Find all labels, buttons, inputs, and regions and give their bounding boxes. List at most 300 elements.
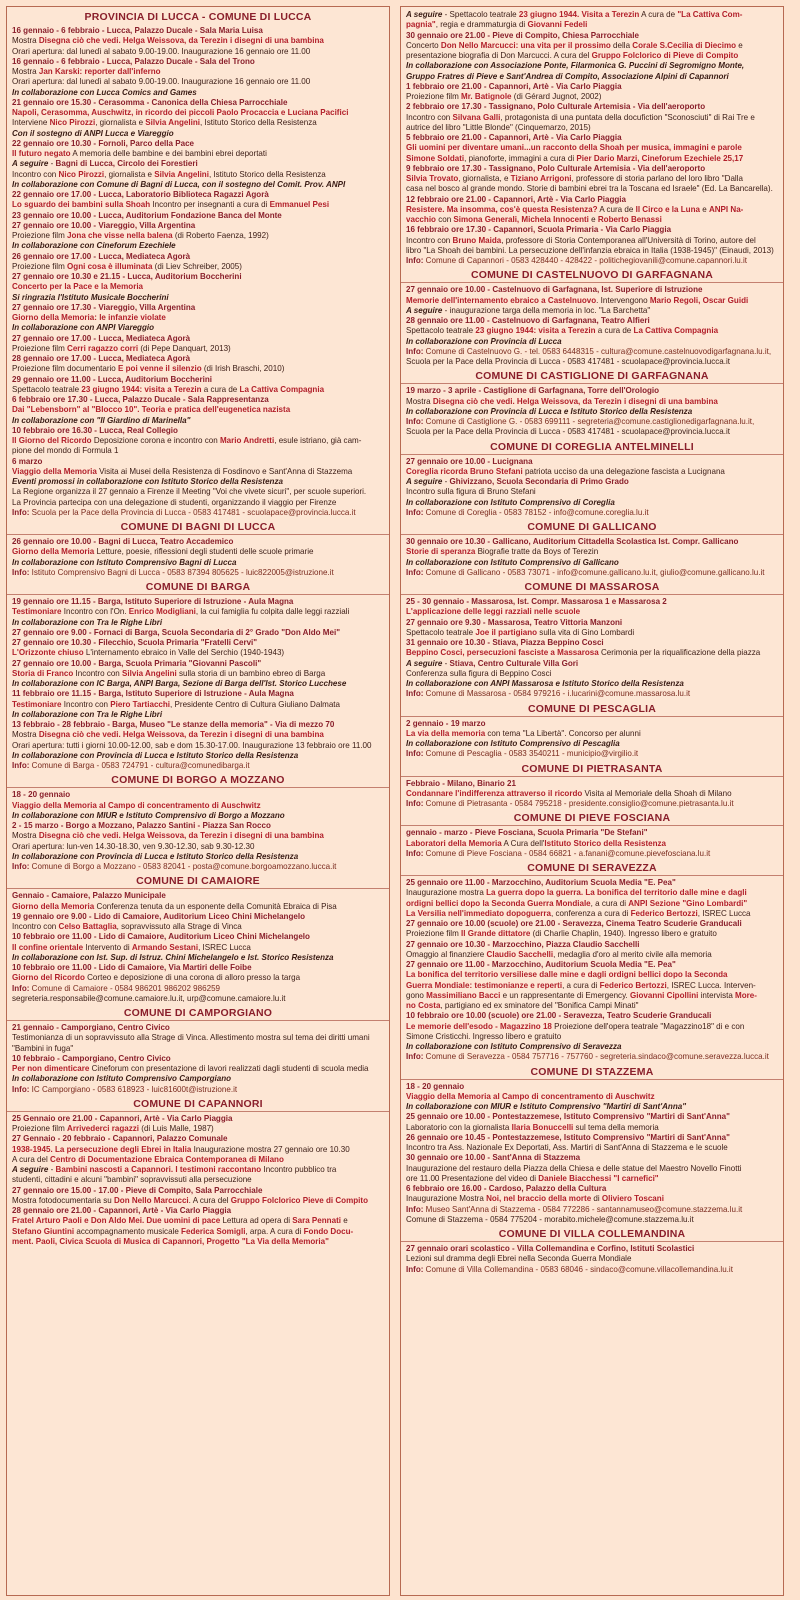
body-text: Incontro sulla figura di Bruno Stefani (406, 487, 536, 497)
highlighted-text: Testimoniare (12, 607, 62, 617)
text-line (12, 457, 384, 467)
info-text: Comune di Coreglia - 0583 78152 - info@comune.coreglia.lu.it (423, 507, 649, 517)
text-line (12, 139, 384, 149)
text-line (12, 1145, 384, 1155)
body-text: Intervento di (83, 942, 132, 952)
event-heading: 23 gennaio ore 10.00 - Lucca, Auditorium Fondazione Banca del Monte (12, 210, 282, 220)
text-line (406, 628, 778, 638)
collaboration-note: In collaborazione con Associazione Ponte, Filarmonica G. Puccini di Segromigno Monte, (406, 61, 745, 71)
body-text: A cura de (597, 204, 636, 214)
text-line (406, 1092, 778, 1102)
body-text: Inaugurazione del restauro della Piazza della Chiesa e delle statue del Maestro Novello Finotti (406, 1163, 742, 1173)
text-line (12, 741, 384, 751)
body-text: . A cura del (188, 1195, 231, 1205)
text-line (12, 190, 384, 200)
italic-note: A seguire (406, 10, 443, 19)
body-text: , a cura di (590, 898, 629, 908)
text-line (406, 1265, 778, 1275)
text-line (406, 618, 778, 628)
section-body (12, 1114, 384, 1247)
event-heading: 25 gennaio ore 11.00 - Marzocchino, Auditorium Scuola Media "E. Pea" (406, 878, 676, 887)
event-heading: 21 gennaio ore 15.30 - Cerasomma - Canonica della Chiesa Parrocchiale (12, 97, 288, 107)
body-text: con (435, 215, 454, 224)
body-text: Biografie tratte da Boys of Terezin (475, 547, 599, 557)
text-line (12, 568, 384, 578)
text-line (12, 700, 384, 710)
text-line (12, 98, 384, 108)
body-text: Orari apertura: tutti i giorni 10.00-12.00, sab e dom 15.30-17.00. Inaugurazione 13 febbraio ore 11.00 (12, 740, 372, 750)
event-heading: 30 gennaio ore 10.30 - Gallicano, Auditorium Cittadella Scolastica Ist. Compr. Gallicano (406, 537, 739, 546)
text-line (406, 648, 778, 658)
highlighted-text: vacchio (406, 215, 436, 224)
text-line (12, 891, 384, 901)
info-label: Info: (12, 761, 30, 770)
body-text: , la cui famiglia fu colpita dalle leggi razziali (195, 607, 350, 617)
italic-note: A seguire (406, 477, 443, 486)
info-label: Info: (406, 346, 424, 356)
highlighted-text: Mario Andretti (219, 436, 275, 445)
event-heading: 1 febbraio ore 21.00 - Capannori, Artè - Via Carlo Piaggia (406, 81, 622, 91)
section-body (406, 537, 778, 578)
text-line (12, 262, 384, 272)
event-title: Viaggio della Memoria al Campo di concentramento di Auschwitz (12, 800, 261, 810)
body-text: della (610, 40, 633, 50)
text-line (406, 669, 778, 679)
text-line (406, 256, 778, 266)
highlighted-text: Joe il partigiano (475, 627, 538, 637)
text-line (12, 1134, 384, 1144)
italic-note: A seguire (406, 658, 443, 668)
text-line (406, 92, 778, 102)
text-line (12, 272, 384, 282)
text-line (12, 149, 384, 159)
text-line (12, 1155, 384, 1165)
highlighted-text: Condannare l'indifferenza attraverso il ricordo (406, 788, 583, 798)
text-line (12, 558, 384, 568)
text-line (406, 1011, 778, 1021)
section-body (406, 1082, 778, 1226)
highlighted-text: More- (735, 990, 757, 1000)
highlighted-text: E poi venne il silenzio (118, 364, 202, 374)
text-line (406, 749, 778, 759)
highlighted-text: Jona che visse nella balena (67, 231, 173, 240)
body-text: Inaugurazione mostra (406, 888, 487, 898)
text-line (406, 487, 778, 497)
highlighted-text: Fratel Arturo Paoli e Don Aldo Mei. Due uomini di pace (12, 1216, 221, 1226)
event-heading: 26 gennaio ore 10.45 - Pontestazzemese, Istituto Comprensivo "Martiri di Sant'Anna" (406, 1132, 730, 1142)
text-line (406, 919, 778, 929)
text-line (12, 200, 384, 210)
text-line (12, 118, 384, 128)
body-text: Incontro con (12, 922, 59, 931)
highlighted-text: Giovanni Cipollini (629, 990, 699, 1000)
highlighted-text: Piero Tartiacchi (110, 699, 171, 709)
collaboration-note: In collaborazione con Istituto Comprensivo di Coreglia (406, 497, 615, 507)
body-text: Concerto (406, 40, 441, 50)
text-line (406, 909, 778, 919)
body-text: Incontro pubblico tra (261, 1165, 337, 1174)
highlighted-text: Enrico Modigliani (128, 607, 196, 617)
collaboration-note: In collaborazione con Provincia di Lucca e Istituto Storico della Resistenza (12, 750, 299, 760)
highlighted-text: 1938-1945. La persecuzione degli Ebrei in Italia (12, 1144, 192, 1154)
highlighted-text: Le memorie dell'esodo - Magazzino 18 (406, 1021, 552, 1031)
event-heading: 26 gennaio ore 17.00 - Lucca, Mediateca Agorà (12, 251, 191, 261)
body-text: sulla vita di Gino Lombardi (537, 627, 635, 637)
text-line (406, 296, 778, 306)
highlighted-text: Disegna ciò che vedi. Helga Weissova, da Terezin i disegni di una bambina (38, 831, 324, 841)
text-line (12, 88, 384, 98)
event-heading: 10 febbraio ore 16.30 - Lucca, Real Collegio (12, 425, 178, 435)
section-title-comune-di-seravezza: COMUNE DI SERAVEZZA (401, 861, 783, 876)
text-line (12, 1227, 384, 1237)
section-title-comune-di-stazzema: COMUNE DI STAZZEMA (401, 1065, 783, 1080)
info-text: Comune di Pescaglia - 0583 3540211 - municipio@virgilio.it (423, 749, 639, 759)
body-text: - inaugurazione targa della memoria in loc. "La Barchetta" (442, 305, 651, 315)
text-line (406, 397, 778, 407)
body-text: Laboratorio con la giornalista (406, 1122, 512, 1132)
body-text: (di Luis Malle, 1987) (139, 1124, 214, 1133)
highlighted-text: Viaggio della Memoria (12, 466, 97, 476)
text-line (12, 1033, 384, 1043)
text-line (12, 1237, 384, 1247)
collaboration-note: Si ringrazia l'Istituto Musicale Boccherini (12, 292, 169, 302)
info-label: Info: (12, 862, 30, 871)
event-heading: 30 gennaio ore 10.00 - Sant'Anna di Stazzema (406, 1153, 581, 1163)
text-line (406, 1082, 778, 1092)
text-line (406, 195, 778, 205)
section-title-comune-di-bagni-di-lucca: COMUNE DI BAGNI DI LUCCA (7, 520, 389, 535)
event-heading: 16 gennaio - 6 febbraio - Lucca, Palazzo Ducale - Sala del Trono (12, 56, 255, 66)
section-body (406, 457, 778, 519)
highlighted-text: La Cattiva Compagnia (239, 384, 325, 394)
highlighted-text: Il Circo e la Luna (635, 204, 700, 214)
text-line (12, 1064, 384, 1074)
body-text: (di Gérard Jugnot, 2002) (511, 92, 602, 101)
body-text: sul tema della memoria (573, 1122, 659, 1132)
text-line (12, 47, 384, 57)
text-line (12, 537, 384, 547)
collaboration-note: In collaborazione con ANPI Massarosa e Istituto Storico della Resistenza (406, 679, 684, 688)
body-text: Orari apertura: lun-ven 14.30-18.30, ven 9.30-12.30, sab 9.30-12.30 (12, 841, 255, 851)
text-line (12, 1175, 384, 1185)
info-text: Comune di Villa Collemandina - 0583 68046 - sindaco@comune.villacollemandina.lu.it (423, 1264, 733, 1274)
info-text: Comune di Gallicano - 0583 73071 - info@comune.gallicano.lu.it, giulio@comune.gallicano.lu.it (423, 567, 765, 577)
event-heading: 25 gennaio ore 10.00 - Pontestazzemese, Istituto Comprensivo "Martiri di Sant'Anna" (406, 1112, 730, 1122)
highlighted-text: Celso Battaglia (58, 922, 117, 931)
highlighted-text: Federico Bertozzi (599, 980, 667, 990)
text-line (406, 1032, 778, 1042)
section-title-comune-di-pescaglia: COMUNE DI PESCAGLIA (401, 702, 783, 717)
text-line (12, 547, 384, 557)
text-line (406, 779, 778, 789)
highlighted-text: Beppino Cosci, persecuzioni fasciste a Massarosa (406, 648, 599, 658)
highlighted-text: Giorno della Memoria (12, 547, 95, 557)
body-text: , ISREC Lucca (697, 908, 751, 918)
text-line (12, 303, 384, 313)
text-line (406, 205, 778, 215)
text-line (12, 487, 384, 497)
body-text: accompagnamento musicale (74, 1226, 182, 1236)
text-line (12, 831, 384, 841)
event-title: L'applicazione delle leggi razziali nelle scuole (406, 607, 581, 617)
event-heading: 16 gennaio - 6 febbraio - Lucca, Palazzo Ducale - Sala Maria Luisa (12, 26, 263, 35)
event-heading: 19 marzo - 3 aprile - Castiglione di Garfagnana, Torre dell'Orologio (406, 386, 660, 396)
body-text: (di Irish Braschi, 2010) (201, 364, 285, 374)
highlighted-text: Simona Generali, Michela Innocenti (453, 215, 589, 224)
collaboration-note: In collaborazione con Tra le Righe Libri (12, 709, 163, 719)
info-label: Info: (406, 1204, 424, 1214)
text-line (406, 991, 778, 1001)
event-heading: 18 - 20 gennaio (406, 1081, 465, 1091)
event-heading: 5 febbraio ore 21.00 - Capannori, Artè - Via Carlo Piaggia (406, 133, 622, 142)
event-title: Gli uomini per diventare umani...un racconto della Shoah per musica, immagini e parole (406, 143, 742, 153)
section-body (406, 779, 778, 810)
body-text: Proiezione dell'opera teatrale "Magazzino18" di e con (551, 1021, 745, 1031)
highlighted-text: Stefano Giuntini (12, 1226, 75, 1236)
highlighted-text: Massimiliano Bacci (426, 990, 501, 1000)
info-text: Comune di Massarosa - 0584 979216 - i.lucarini@comune.massarosa.lu.it (423, 689, 691, 699)
text-line (406, 789, 778, 799)
text-line (12, 1044, 384, 1054)
body-text: libro "La Shoah dei bambini. La persecuzione dell'infanzia ebraica in Italia (1938-1945)" (Einaudi, 2013) (406, 245, 774, 255)
event-heading: 19 gennaio ore 9.00 - Lido di Camaiore, Auditorium Liceo Chini Michelangelo (12, 911, 306, 921)
collaboration-note: Gruppo Fratres di Pieve e Sant'Andrea di Compito, Associazione Alpini di Capannori (406, 71, 729, 81)
highlighted-text: L'Orizzonte chiuso (12, 648, 84, 658)
body-text: A cura del (12, 1154, 51, 1164)
highlighted-text: Giorno del Ricordo (12, 973, 85, 983)
collaboration-note: In collaborazione con Comune di Bagni di Lucca, con il sostegno del Comit. Prov. ANPI (12, 179, 346, 189)
highlighted-text: Daniele Biacchessi "I carnefici" (538, 1173, 659, 1183)
body-text: Deposizione corona e incontro con (91, 436, 220, 445)
body-text: , conferenza a cura di (551, 908, 631, 918)
text-line (12, 1114, 384, 1124)
section-title-comune-di-pieve-fosciana: COMUNE DI PIEVE FOSCIANA (401, 811, 783, 826)
body-text: . Intervengono (596, 295, 650, 305)
right-column (400, 6, 784, 1596)
body-text: Spettacolo teatrale (12, 384, 82, 394)
highlighted-text: Nico Pirozzi (58, 169, 105, 179)
text-line (406, 981, 778, 991)
body-text: - (442, 658, 450, 668)
body-text: Scuola per la Pace della Provincia di Lucca - 0583 417481 - scuolapace@provincia.lucca.it (406, 427, 730, 437)
body-text: Letture, poesie, riflessioni degli studenti delle scuole primarie (94, 547, 314, 557)
event-heading: 27 gennaio orari scolastico - Villa Collemandina e Corfino, Istituti Scolastici (406, 1244, 695, 1253)
highlighted-text: Per non dimenticare (12, 1064, 90, 1073)
body-text: , Istituto Storico della Resistenza (200, 118, 317, 128)
event-heading: 2 febbraio ore 17.30 - Tassignano, Polo Culturale Artemisia - Via dell'aeroporto (406, 102, 706, 112)
text-line (406, 326, 778, 336)
section-body (406, 10, 778, 266)
body-text: e (588, 215, 598, 224)
highlighted-text: 23 giugno 1944: visita a Terezin (81, 384, 202, 394)
event-heading: 25 Gennaio ore 21.00 - Capannori, Artè - Via Carlo Piaggia (12, 1113, 233, 1123)
info-label: Info: (12, 507, 30, 517)
body-text: Cerimonia per la riqualificazione della piazza (598, 648, 761, 658)
body-text: Incontro con (406, 112, 453, 122)
section-title-comune-di-castiglione-di-garfagnana: COMUNE DI CASTIGLIONE DI GARFAGNANA (401, 369, 783, 384)
body-text: Inaugurazione mostra 27 gennaio ore 10.30 (191, 1144, 350, 1154)
text-line (406, 417, 778, 427)
highlighted-text: Il Grande dittatore (461, 929, 531, 939)
collaboration-note: In collaborazione con Provincia di Lucca e Istituto Storico della Resistenza (406, 406, 693, 416)
text-line (12, 170, 384, 180)
event-heading: 30 gennaio ore 21.00 - Pieve di Compito, Chiesa Parrocchiale (406, 30, 639, 40)
highlighted-text: Mario Regoli, Oscar Guidi (649, 295, 749, 305)
body-text: A Cura dell' (501, 838, 545, 848)
highlighted-text: Mr. Batignole (461, 92, 512, 101)
highlighted-text: Silvia Angelini (145, 118, 200, 128)
info-label: Info: (406, 417, 424, 426)
event-heading: 13 febbraio - 28 febbraio - Barga, Museo "Le stanze della memoria" - Via di mezzo 70 (12, 720, 335, 729)
italic-note: A seguire (12, 159, 49, 169)
text-line (12, 1206, 384, 1216)
text-line (12, 720, 384, 730)
body-text: , Presidente Centro di Cultura Giuliano Dalmata (170, 699, 341, 709)
section-body (406, 285, 778, 367)
body-text: con tema "La Libertà". Concorso per alunni (485, 728, 641, 738)
collaboration-note: In collaborazione con Provincia di Lucca (406, 336, 562, 346)
event-heading: 27 gennaio ore 10.00 (scuole) ore 21.00 - Seravezza, Cinema Teatro Scuderie Granducali (406, 919, 742, 928)
event-heading: 22 gennaio ore 17.00 - Lucca, Laboratorio Biblioteca Ragazzi Agorà (12, 190, 269, 199)
highlighted-text: Oliviero Toscani (601, 1194, 664, 1204)
section-body (12, 597, 384, 771)
body-text: , protagonista di una puntata della docufiction "Sconosciuti" di Rai Tre e (500, 112, 755, 122)
event-heading: 26 gennaio ore 10.00 - Bagni di Lucca, Teatro Accademico (12, 537, 234, 546)
body-text: intervista (698, 990, 736, 1000)
highlighted-text: Ilaria Bonuccelli (511, 1122, 574, 1132)
body-text: Proiezione film (12, 343, 68, 353)
body-text: (di Roberto Faenza, 1992) (172, 231, 269, 240)
body-text: Interviene (12, 118, 50, 128)
section-title-comune-di-pietrasanta: COMUNE DI PIETRASANTA (401, 762, 783, 777)
text-line (406, 20, 778, 30)
body-text: Mostra (12, 730, 39, 740)
text-line (12, 973, 384, 983)
event-heading: 27 gennaio ore 10.00 - Lucignana (406, 456, 533, 466)
text-line (406, 236, 778, 246)
text-line (12, 912, 384, 922)
text-line (12, 77, 384, 87)
highlighted-text: Coreglia ricorda Bruno Stefani (406, 466, 523, 476)
body-text: casa nel bosco al grande mondo. Storie di bambini ebrei tra la Toscana ed Israele" (Ed. La Bancarella). (406, 184, 773, 194)
body-text: Corteo e deposizione di una corona di alloro presso la targa (84, 973, 301, 983)
highlighted-text: 23 giugno 1944: visita a Terezin (475, 326, 596, 336)
body-text: - (48, 1165, 56, 1174)
body-text: autrice del libro "Little Blonde" (Cinquemarzo, 2015) (406, 122, 591, 132)
text-line (12, 1186, 384, 1196)
info-text: IC Camporgiano - 0583 618923 - luic81600t@istruzione.it (29, 1084, 238, 1094)
location-text: Ghivizzano, Scuola Secondaria di Primo Grado (449, 477, 629, 486)
collaboration-note: In collaborazione con MIUR e Istituto Comprensivo "Martiri di Sant'Anna" (406, 1102, 687, 1111)
body-text: e (736, 40, 743, 50)
text-line (406, 568, 778, 578)
event-title: Concerto per la Pace e la Memoria (12, 282, 144, 292)
text-line (12, 669, 384, 679)
highlighted-text: La Versilia nell'immediato dopoguerra (406, 908, 552, 918)
highlighted-text: Bambini nascosti a Capannori. I testimoni raccontano (55, 1165, 262, 1174)
text-line (406, 41, 778, 51)
body-text: e un rappresentante di Emergency. (500, 990, 630, 1000)
text-line (12, 607, 384, 617)
section-body (406, 878, 778, 1063)
body-text: Cineforum con presentazione di lavori realizzati dagli studenti di scuola media (89, 1064, 369, 1073)
body-text: Proiezione film (12, 231, 68, 240)
body-text: , professore di storia parlano del loro libro "Dalla (571, 174, 743, 183)
text-line (12, 994, 384, 1004)
text-line (406, 225, 778, 235)
text-line (406, 1215, 778, 1225)
section-title-comune-di-castelnuovo-di-garfagnana: COMUNE DI CASTELNUOVO DI GARFAGNANA (401, 268, 783, 283)
text-line (12, 293, 384, 303)
text-line (406, 82, 778, 92)
event-heading: 28 gennaio ore 17.00 - Lucca, Mediateca Agorà (12, 354, 191, 363)
highlighted-text: Federica Somigli (181, 1226, 246, 1236)
text-line (406, 61, 778, 71)
body-text: A cura de (639, 10, 678, 19)
body-text: Lettura ad opera di (220, 1216, 293, 1226)
body-text: , pianoforte, immagini a cura di (464, 153, 577, 163)
event-heading: gennaio - marzo - Pieve Fosciana, Scuola Primaria "De Stefani" (406, 828, 648, 838)
event-heading: 6 marzo (12, 456, 43, 466)
left-column (6, 6, 390, 1596)
highlighted-text: La Cattiva Compagnia (633, 326, 719, 336)
highlighted-text: Cerri ragazzo corri (67, 343, 139, 353)
text-line (12, 852, 384, 862)
highlighted-text: Laboratori della Memoria (406, 838, 502, 848)
text-line (406, 477, 778, 487)
event-heading: 27 gennaio ore 10.00 - Viareggio, Villa Argentina (12, 220, 196, 230)
collaboration-note: In collaborazione con "Il Giardino di Marinella" (12, 415, 191, 425)
text-line (12, 211, 384, 221)
text-line (12, 446, 384, 456)
text-line (12, 323, 384, 333)
body-text: ore 11.00 Presentazione del video di (406, 1173, 539, 1183)
highlighted-text: Il Giorno del Ricordo (12, 436, 92, 445)
highlighted-text: Sara Pennati (292, 1216, 341, 1226)
text-line (406, 1244, 778, 1254)
text-line (12, 689, 384, 699)
highlighted-text: Resistere. Ma insomma, cos'è questa Resistenza? (406, 204, 598, 214)
text-line (12, 1196, 384, 1206)
body-text: Spettacolo teatrale (406, 627, 476, 637)
body-text: Incontro con (73, 668, 123, 678)
text-line (12, 1074, 384, 1084)
text-line (406, 1254, 778, 1264)
text-line (406, 849, 778, 859)
text-line (406, 1133, 778, 1143)
highlighted-text: Roberto Benassi (597, 215, 662, 224)
body-text: , sopravvissuto alla Strage di Vinca (116, 922, 242, 931)
collaboration-note: In collaborazione con ANPI Viareggio (12, 323, 155, 333)
section-body (406, 719, 778, 760)
highlighted-text: Don Nello Marcucci: una vita per il prossimo (440, 40, 611, 50)
section-title-comune-di-borgo-a-mozzano: COMUNE DI BORGO A MOZZANO (7, 773, 389, 788)
text-line (12, 1023, 384, 1033)
event-title: Dai "Lebensborn" al "Blocco 10". Teoria e pratica dell'eugenetica nazista (12, 405, 291, 415)
info-text: Comune di Barga - 0583 724791 - cultura@comunedibarga.it (29, 761, 250, 770)
collaboration-note: In collaborazione con Istituto Comprensivo di Gallicano (406, 557, 619, 567)
text-line (406, 508, 778, 518)
text-line (406, 10, 778, 20)
event-heading: 27 gennaio ore 11.00 - Marzocchino, Auditorium Scuola Media "E. Pea" (406, 960, 676, 969)
body-text: patriota ucciso da una delegazione fascista a Lucignana (522, 466, 725, 476)
highlighted-text: ANPI Na- (708, 204, 744, 214)
body-text: Proiezione film (406, 929, 462, 939)
text-line (12, 932, 384, 942)
text-line (406, 1001, 778, 1011)
body-text: Simone Cristicchi. Ingresso libero e gratuito (406, 1031, 562, 1041)
text-line (12, 241, 384, 251)
